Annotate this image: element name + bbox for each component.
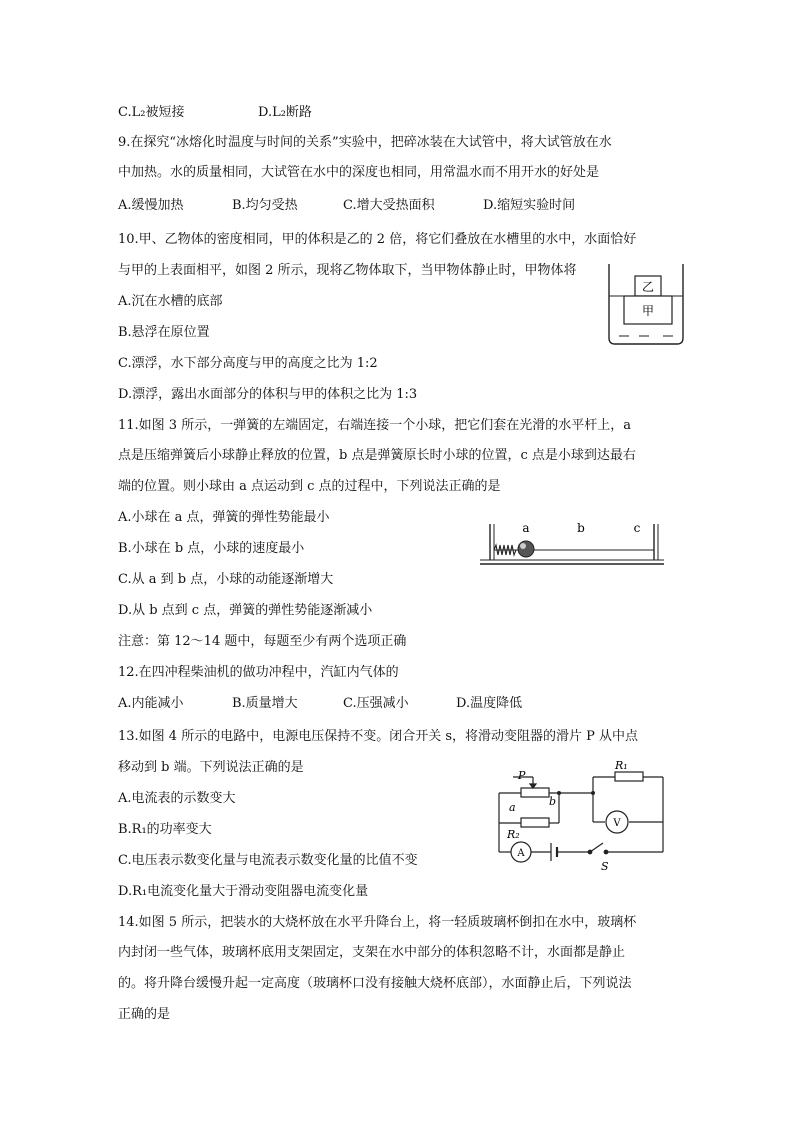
q10-option-a: A.沉在水槽的底部 (118, 294, 223, 309)
label-p: P (518, 769, 526, 782)
q9-option-d: D.缩短实验时间 (483, 198, 576, 213)
q11-option-d: D.从 b 点到 c 点，弹簧的弹性势能逐渐减小 (118, 603, 373, 618)
q12-option-a: A.内能减小 (118, 696, 184, 711)
switch-blade (590, 843, 603, 852)
q13-option-d: D.R₁电流变化量大于滑动变阻器电流变化量 (118, 884, 369, 899)
q14-stem-line3: 的。将升降台缓慢升起一定高度（玻璃杯口没有接触大烧杯底部），水面静止后，下列说法 (118, 976, 632, 991)
q10-option-c: C.漂浮，水下部分高度与甲的高度之比为 1:2 (118, 356, 378, 371)
q9-option-b: B.均匀受热 (232, 198, 298, 213)
label-ammeter: A (517, 848, 525, 859)
figure-2-water-tank (605, 262, 687, 348)
q14-stem-line1: 14.如图 5 所示，把装水的大烧杯放在水平升降台上，将一轻质玻璃杯倒扣在水中，玻璃杯 (118, 915, 637, 930)
spring (494, 545, 516, 555)
q11-stem-line3: 端的位置。则小球由 a 点运动到 c 点的过程中，下列说法正确的是 (118, 479, 501, 494)
q11-option-a: A.小球在 a 点，弹簧的弹性势能最小 (118, 510, 330, 525)
label-r2: R₂ (507, 828, 520, 841)
q14-stem-line4: 正确的是 (118, 1007, 171, 1022)
q13-stem-line1: 13.如图 4 所示的电路中，电源电压保持不变。闭合开关 s，将滑动变阻器的滑片 P 从中点 (118, 729, 639, 744)
q12-option-b: B.质量增大 (232, 696, 298, 711)
q12-stem: 12.在四冲程柴油机的做功冲程中，汽缸内气体的 (118, 665, 399, 680)
label-b: b (577, 521, 585, 535)
label-a: a (522, 521, 530, 535)
q13-option-b: B.R₁的功率变大 (118, 822, 212, 837)
label-a: a (509, 801, 516, 814)
q14-stem-line2: 内封闭一些气体，玻璃杯底用支架固定，支架在水中部分的体积忽略不计，水面都是静止 (118, 945, 626, 960)
q11-stem-line1: 11.如图 3 所示，一弹簧的左端固定，右端连接一个小球，把它们套在光滑的水平杆上，a (118, 418, 631, 433)
q13-option-a: A.电流表的示数变大 (118, 791, 236, 806)
q8-option-d: D.L₂断路 (258, 105, 312, 120)
q9-stem-line1: 9.在探究“冰熔化时温度与时间的关系”实验中，把碎冰装在大试管中，将大试管放在水 (118, 135, 612, 150)
resistor-r2 (521, 818, 549, 827)
q10-option-d: D.漂浮，露出水面部分的体积与甲的体积之比为 1:3 (118, 387, 418, 402)
q13-stem-line2: 移动到 b 端。下列说法正确的是 (118, 760, 304, 775)
q11-option-b: B.小球在 b 点，小球的速度最小 (118, 541, 305, 556)
q11-stem-line2: 点是压缩弹簧后小球静止释放的位置，b 点是弹簧原长时小球的位置，c 点是小球到达最右 (118, 448, 636, 463)
q9-option-a: A.缓慢加热 (118, 198, 184, 213)
q11-option-c: C.从 a 到 b 点，小球的动能逐渐增大 (118, 572, 334, 587)
label-voltmeter: V (613, 818, 621, 829)
figure-3-spring-ball (478, 516, 668, 568)
label-jia: 甲 (641, 304, 655, 318)
label-c: c (633, 521, 641, 535)
label-b: b (549, 795, 557, 808)
figure-4-circuit (493, 757, 673, 872)
q12-option-c: C.压强减小 (343, 696, 409, 711)
label-r1: R₁ (615, 759, 628, 772)
ball (518, 541, 534, 557)
note-multi-answer: 注意：第 12～14 题中，每题至少有两个选项正确 (118, 634, 407, 649)
label-yi: 乙 (641, 280, 655, 294)
rheostat (521, 788, 549, 797)
q8-option-c: C.L₂被短接 (118, 105, 185, 120)
q13-option-c: C.电压表示数变化量与电流表示数变化量的比值不变 (118, 853, 418, 868)
q10-stem-line2: 与甲的上表面相平，如图 2 所示，现将乙物体取下，当甲物体静止时，甲物体将 (118, 263, 577, 278)
q9-stem-line2: 中加热。水的质量相同，大试管在水中的深度也相同，用常温水而不用开水的好处是 (118, 165, 600, 180)
q9-option-c: C.增大受热面积 (343, 198, 435, 213)
resistor-r1 (615, 772, 643, 781)
q10-option-b: B.悬浮在原位置 (118, 325, 210, 340)
q10-stem-line1: 10.甲、乙物体的密度相同，甲的体积是乙的 2 倍，将它们叠放在水槽里的水中，水面恰好 (118, 232, 637, 247)
label-switch: S (601, 860, 609, 872)
q12-option-d: D.温度降低 (456, 696, 523, 711)
